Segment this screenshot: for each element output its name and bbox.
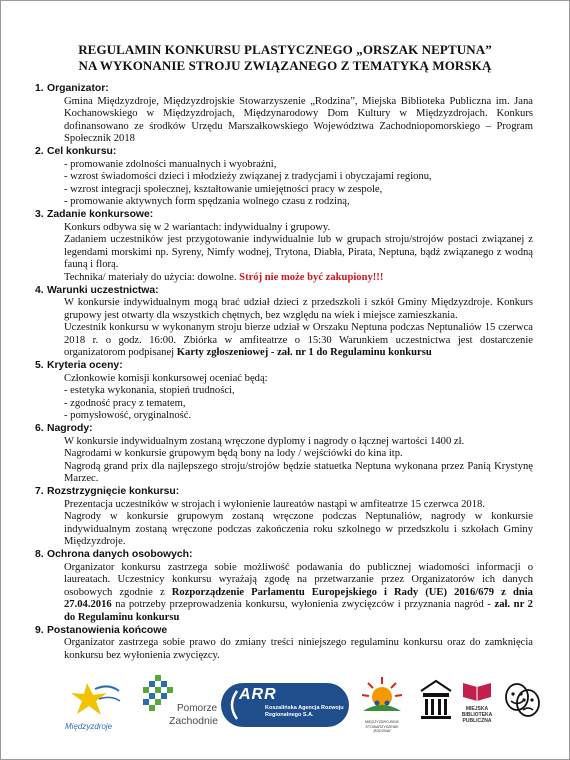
- section-text: [64, 322, 533, 360]
- mdk-logo: [419, 677, 453, 731]
- list-item: - pomysłowość, oryginalność.: [64, 410, 192, 422]
- miedzyzdroje-logo-text: Międzyzdroje: [65, 722, 113, 731]
- section-heading: Rozstrzygnięcie konkursu:: [47, 486, 180, 497]
- warning-text: Strój nie może być zakupiony!!!: [239, 271, 384, 283]
- section-number: 8.: [35, 548, 44, 560]
- section-heading: Ochrona danych osobowych:: [47, 548, 193, 560]
- attachment-1-reference: Karty zgłoszeniowej - zał. nr 1 do Regulaminu konkursu: [176, 347, 432, 359]
- section-number: 7.: [35, 486, 44, 497]
- data-protection-text: Organizator konkursu zastrzega sobie możliwość podawania do publicznej wiadomości informacji o laureatach. Uczestnicy konkursu wyrażają zgodę na przetwarzanie przez Organizatorów ich danych osobowych zgodnie z: [64, 561, 533, 598]
- sun-family-icon: [357, 675, 407, 715]
- section-heading: Postanowienia końcowe: [47, 624, 168, 636]
- list-item: - wzrost świadomości dzieci i młodzieży związanej z tradycjami i obyczajami regionu,: [64, 171, 432, 183]
- list-item: - promowanie zdolności manualnych i wyobraźni,: [64, 158, 277, 170]
- section-text: [64, 272, 533, 285]
- technique-text: Technika/ materiały do użycia: dowolne.: [64, 271, 240, 283]
- section-heading: Cel konkursu:: [47, 145, 117, 157]
- book-icon: [459, 679, 495, 701]
- section-goal: [35, 145, 533, 209]
- title-line-2: NA WYKONANIE STROJU ZWIĄZANEGO Z TEMATYKĄ MORSKĄ: [78, 58, 492, 73]
- section-number: 5.: [35, 360, 44, 372]
- section-number: 9.: [35, 624, 44, 636]
- section-text: Nagrodami w konkursie grupowym będą bony na lody / wejściówki do kina itp.: [64, 448, 403, 460]
- miedzyzdroje-logo: [65, 679, 123, 731]
- library-logo: [459, 679, 495, 729]
- section-text: W konkursie indywidualnym zostaną wręczone dyplomy i nagrody o łącznej wartości 1400 zł.: [64, 435, 465, 447]
- data-protection-purpose: na potrzeby przeprowadzenia konkursu, wyłonienia zwycięzców i przyznania nagród -: [111, 599, 495, 611]
- arr-logo-text: ARR: [239, 686, 277, 703]
- section-number: 4.: [35, 284, 44, 296]
- pomorze-zachodnie-logo: [141, 673, 221, 735]
- arr-arc-icon: [225, 689, 239, 721]
- rodzina-logo: [357, 675, 407, 733]
- regulations-content: [35, 83, 533, 662]
- zachodnie-text: Zachodnie: [169, 715, 219, 727]
- section-number: 3.: [35, 208, 44, 220]
- theater-masks-logo: [503, 681, 541, 729]
- arr-logo: [221, 683, 349, 727]
- regulation-reference: Rozporządzenie Parlamentu Europejskiego i Rady (UE) 2016/679 z dnia 27.04.2016: [64, 586, 533, 611]
- section-text: Konkurs odbywa się w 2 wariantach: indywidualny i grupowy.: [64, 221, 331, 233]
- section-text: W konkursie indywidualnym mogą brać udział dzieci z przedszkoli i szkół Gminy Międzyzdroje. Konkurs grupowy jest otwarty dla wszystkich chętnych, bez względu na wiek i miejsce zamieszkania.: [64, 297, 533, 321]
- library-logo-text: MIEJSKA BIBLIOTEKA PUBLICZNA: [461, 706, 493, 724]
- attachment-2-reference: zał. nr 2 do Regulaminu konkursu: [64, 599, 533, 623]
- section-heading: Organizator:: [47, 83, 109, 94]
- section-conditions: [35, 284, 533, 361]
- section-final-provisions: [35, 624, 533, 663]
- section-prizes: [35, 423, 533, 486]
- section-text: Gmina Międzyzdroje, Międzyzdrojskie Stowarzyszenie „Rodzina”, Miejska Biblioteka Publiczna im. Jana Kochanowskiego w Międzyzdrojach, Międzynarodowy Dom Kultury w Międzyzdrojach. Konkurs dofinansowano ze środków Urzędu Marszałkowskiego Województwa Zachodniopomorskiego – Program Społecznik 2018: [64, 95, 533, 145]
- list-item: - zgodność pracy z tematem,: [64, 397, 186, 409]
- section-text: Zadaniem uczestników jest przygotowanie indywidualnie lub w grupach stroju/strojów postaci związanej z legendami morskimi np. Syreny, Nimfy wodnej, Trytona, Diabła, Pirata, Neptuna, bądź związanego z wodną fauną i florą.: [64, 234, 533, 271]
- section-text: Członkowie komisji konkursowej oceniać będą:: [64, 372, 268, 384]
- conditions-text: Uczestnik konkursu w wykonanym stroju bierze udział w Orszaku Neptuna podczas Neptunaliów 15 czerwca 2018 r. o godz. 16:00. Zbiórka w amfiteatrze o 15:30 Warunkiem uczestnictwa jest dostarczenie organizatorom podpisanej: [64, 322, 533, 359]
- arr-logo-subtext: Koszalińska Agencja Rozwoju Regionalnego S.A.: [265, 705, 344, 718]
- pomorze-text: Pomorze: [177, 703, 218, 714]
- section-text: Nagrodą grand prix dla najlepszego stroju/strojów będzie statuetka Neptuna wykonana przez Panią Krystynę Marzec.: [64, 460, 533, 485]
- section-text: Prezentacja uczestników w strojach i wyłonienie laureatów nastąpi w amfiteatrze 15 czerwca 2018.: [64, 498, 485, 510]
- mosaic-icon: [141, 673, 181, 715]
- list-item: - promowanie aktywnych form spędzania wolnego czasu z rodziną,: [64, 196, 350, 208]
- section-heading: Kryteria oceny:: [47, 360, 123, 372]
- star-fish-icon: [65, 679, 123, 719]
- document-title: [21, 42, 549, 74]
- section-organizer: [35, 83, 533, 146]
- section-results: [35, 486, 533, 549]
- rodzina-logo-text: MIĘDZYZDROJSKIE STOWARZYSZENIE „RODZINA”: [365, 720, 399, 733]
- section-number: 2.: [35, 145, 44, 157]
- theater-building-icon: [419, 677, 453, 721]
- section-number: 6.: [35, 423, 44, 435]
- section-text: Nagrody w konkursie grupowym zostaną wręczone podczas Neptunaliów, nagrody w konkursie indywidualnym zostaną wręczone podczas zakończenia roku szkolnego w przedszkolu i szkołach Gminy Międzyzdroje.: [64, 511, 533, 548]
- section-number: 1.: [35, 83, 44, 94]
- section-heading: Zadanie konkursowe:: [47, 208, 154, 220]
- section-heading: Nagrody:: [47, 423, 93, 435]
- section-text: [64, 562, 533, 625]
- list-item: - wzrost integracji społecznej, kształtowanie umiejętności pracy w zespole,: [64, 183, 383, 195]
- section-criteria: [35, 360, 533, 423]
- section-task: [35, 208, 533, 285]
- section-text: Organizator zastrzega sobie prawo do zmiany treści niniejszego regulaminu konkursu oraz do zamknięcia konkursu bez wyłonienia zwycięzcy.: [64, 637, 533, 661]
- section-data-protection: [35, 548, 533, 625]
- theater-masks-icon: [503, 681, 541, 723]
- section-heading: Warunki uczestnictwa:: [47, 284, 159, 296]
- list-item: - estetyka wykonania, stopień trudności,: [64, 385, 235, 397]
- title-line-1: REGULAMIN KONKURSU PLASTYCZNEGO „ORSZAK NEPTUNA”: [78, 42, 492, 57]
- sponsor-logos: [61, 673, 537, 735]
